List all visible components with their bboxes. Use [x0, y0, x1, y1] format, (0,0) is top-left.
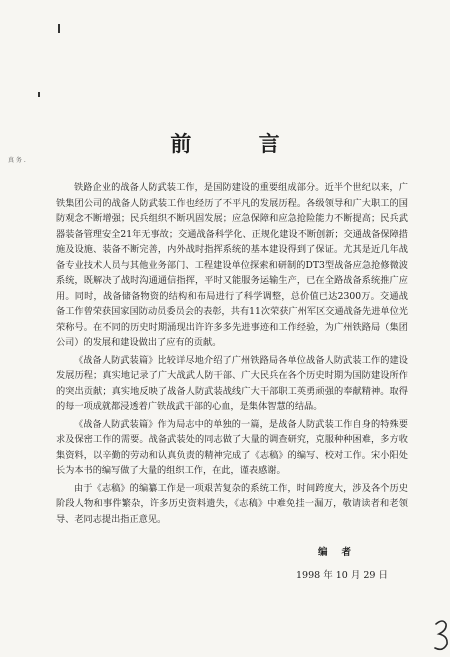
paragraph: 《战备人防武装篇》作为局志中的单独的一篇，是战备人防武装工作自身的特殊要求及保密工作的需要。战备武装处的同志做了大量的调查研究，克服种种困难，多方收集资料，以辛勤的劳动和认真负责的精神完成了《志稿》的编写、校对工作。宋小阳处长为本书的编写做了大量的组织工作，在此，谨表感谢。 — [56, 418, 408, 476]
date-line: 1998 年 10 月 29 日 — [296, 570, 388, 581]
handwritten-page-number — [433, 618, 450, 654]
paragraph: 由于《志稿》的编纂工作是一项艰苦复杂的系统工作，时间跨度大，涉及各个历史阶段人物和事件繁杂，许多历史资料遗失，《志稿》中难免挂一漏万，敬请读者和老领导、老同志提出指正意见。 — [56, 482, 408, 525]
paragraph: 《战备人防武装篇》比较详尽地介绍了广州铁路局各单位战备人防武装工作的建设发展历程；真实地记录了广大战武人防干部、广大民兵在各个历史时期为国防建设所作的突出贡献；真实地反映了战备人防武装战线广大干部职工英勇顽强的奉献精神。取得的每一项成就都浸透着广铁战武干部的心血，是集体智慧的结晶。 — [56, 354, 408, 412]
margin-note: 真 务 . — [8, 157, 26, 164]
signoff — [296, 544, 388, 581]
margin-tick-mark — [38, 92, 40, 97]
paragraph: 铁路企业的战备人防武装工作，是国防建设的重要组成部分。近半个世纪以来，广铁集团公司的战备人防武装工作也经历了不平凡的发展历程。各级领导和广大职工的国防观念不断增强；民兵组织不断巩固发展；应急保障和应急抢险能力不断提高；民兵武器装备管理安全21年无事故；交通战备科学化、正规化建设不断创新；交通战备保障措施及设施、装备不断完善，内外战时指挥系统的基本建设得到了保证。尤其是近几年战备专业技术人员与其他业务部门、工程建设单位探索和研制的DT3型战备应急抢修微波系统，既解决了战时沟通通信指挥，平时又能服务运输生产，已在全路战备系统推广应用。同时，战备储备物资的结构和布局进行了科学调整，总价值已达2300万。交通战备工作曾荣获国家国防动员委员会的表彰，共有11次荣获广州军区交通战备先进单位光荣称号。在不同的历史时期涌现出许许多多先进事迹和工作经验，为广州铁路局（集团公司）的发展和建设做出了应有的贡献。 — [56, 182, 408, 348]
page-title: 前 言 — [170, 131, 310, 157]
preface-body — [56, 180, 408, 529]
author-signature: 编者 — [318, 547, 366, 558]
margin-tick-mark — [58, 24, 60, 33]
